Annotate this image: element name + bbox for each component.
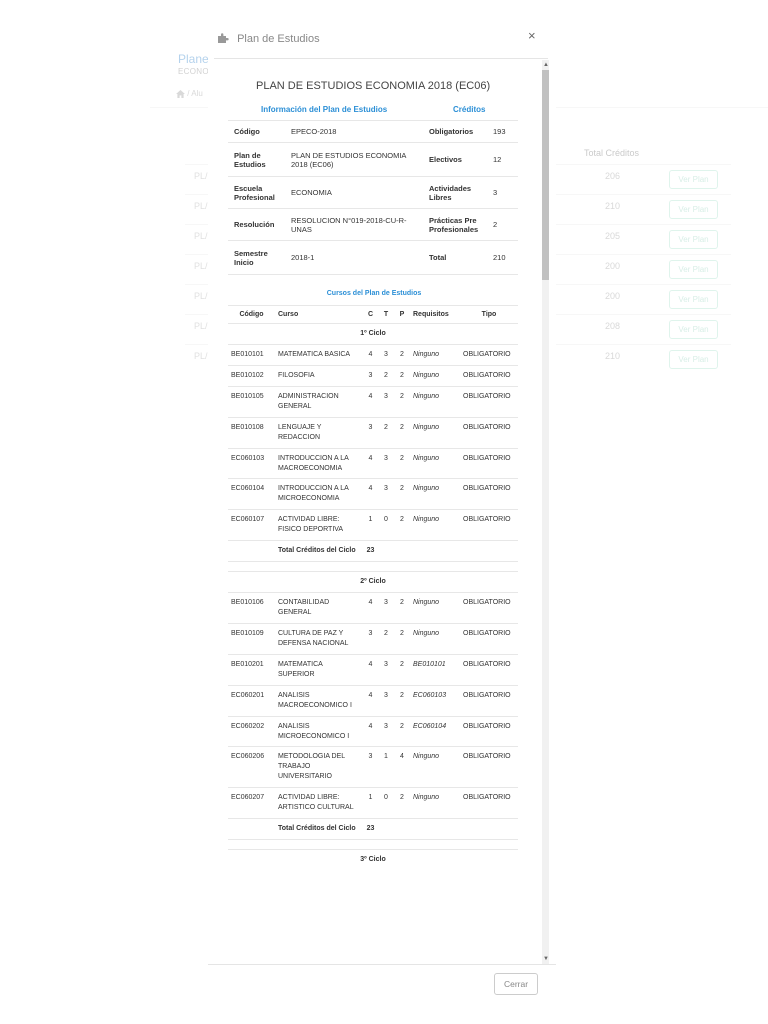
scroll-up-arrow-icon[interactable]: ▲ xyxy=(543,62,549,68)
course-requisitos: Ninguno xyxy=(410,510,460,541)
course-name: ADMINISTRACION GENERAL xyxy=(275,386,363,417)
course-t: 3 xyxy=(378,448,394,479)
info-value: 2018-1 xyxy=(285,241,423,275)
info-value: ECONOMIA xyxy=(285,177,423,209)
course-t: 0 xyxy=(378,510,394,541)
course-p: 2 xyxy=(394,448,410,479)
course-t: 3 xyxy=(378,593,394,624)
course-code: BE010106 xyxy=(228,593,275,624)
credit-value: 210 xyxy=(487,241,518,275)
info-row xyxy=(228,241,518,275)
credit-value: 2 xyxy=(487,209,518,241)
course-code: BE010108 xyxy=(228,417,275,448)
course-c: 3 xyxy=(363,365,378,386)
course-tipo: OBLIGATORIO xyxy=(460,685,518,716)
cycle-total-label: Total Créditos del Ciclo xyxy=(275,819,363,840)
cycle-label: 3º Ciclo xyxy=(228,850,518,870)
course-row xyxy=(228,623,518,654)
info-value: RESOLUCION N°019-2018-CU-R-UNAS xyxy=(285,209,423,241)
info-row xyxy=(228,209,518,241)
info-row xyxy=(228,143,518,177)
spacer-row xyxy=(228,562,518,572)
empty-cell xyxy=(378,541,518,562)
course-c: 4 xyxy=(363,654,378,685)
course-name: MATEMATICA SUPERIOR xyxy=(275,654,363,685)
modal-body-scroll[interactable] xyxy=(214,60,549,964)
course-t: 3 xyxy=(378,685,394,716)
info-key: Escuela Profesional xyxy=(228,177,285,209)
credits-heading: Créditos xyxy=(453,105,486,114)
cycle-total-value: 23 xyxy=(363,819,378,840)
courses-header-row xyxy=(228,306,518,324)
course-tipo: OBLIGATORIO xyxy=(460,747,518,788)
cycle-total-value: 23 xyxy=(363,541,378,562)
course-p: 2 xyxy=(394,479,410,510)
course-row xyxy=(228,593,518,624)
course-t: 0 xyxy=(378,788,394,819)
course-requisitos: Ninguno xyxy=(410,386,460,417)
course-requisitos: BE010101 xyxy=(410,654,460,685)
info-row xyxy=(228,121,518,143)
course-tipo: OBLIGATORIO xyxy=(460,510,518,541)
course-row xyxy=(228,448,518,479)
course-code: EC060202 xyxy=(228,716,275,747)
course-name: ANALISIS MACROECONOMICO I xyxy=(275,685,363,716)
cycle-row xyxy=(228,572,518,593)
modal-header-divider xyxy=(214,58,548,59)
course-tipo: OBLIGATORIO xyxy=(460,479,518,510)
course-code: BE010105 xyxy=(228,386,275,417)
info-key: Semestre Inicio xyxy=(228,241,285,275)
info-key: Código xyxy=(228,121,285,143)
modal-title-text: Plan de Estudios xyxy=(237,33,320,45)
empty-cell xyxy=(228,819,275,840)
course-p: 2 xyxy=(394,386,410,417)
course-requisitos: Ninguno xyxy=(410,788,460,819)
empty-cell xyxy=(228,562,518,572)
credit-key: Actividades Libres xyxy=(423,177,487,209)
course-t: 3 xyxy=(378,386,394,417)
course-t: 1 xyxy=(378,747,394,788)
course-p: 4 xyxy=(394,747,410,788)
info-row xyxy=(228,177,518,209)
modal-footer-divider xyxy=(208,964,556,965)
course-row xyxy=(228,716,518,747)
course-code: EC060103 xyxy=(228,448,275,479)
course-p: 2 xyxy=(394,685,410,716)
course-t: 2 xyxy=(378,417,394,448)
col-header-curso: Curso xyxy=(275,306,363,324)
plan-title: PLAN DE ESTUDIOS ECONOMIA 2018 (EC06) xyxy=(256,80,491,92)
cycle-label: 2º Ciclo xyxy=(228,572,518,593)
course-p: 2 xyxy=(394,344,410,365)
course-p: 2 xyxy=(394,417,410,448)
course-requisitos: Ninguno xyxy=(410,448,460,479)
cycle-total-label: Total Créditos del Ciclo xyxy=(275,541,363,562)
scrollbar-thumb[interactable] xyxy=(542,70,549,280)
courses-heading: Cursos del Plan de Estudios xyxy=(326,290,422,297)
empty-cell xyxy=(378,819,518,840)
course-p: 2 xyxy=(394,788,410,819)
course-tipo: OBLIGATORIO xyxy=(460,623,518,654)
course-c: 1 xyxy=(363,788,378,819)
plan-info-table xyxy=(228,120,518,275)
course-name: ANALISIS MICROECONOMICO I xyxy=(275,716,363,747)
course-name: INTRODUCCION A LA MICROECONOMIA xyxy=(275,479,363,510)
course-row xyxy=(228,788,518,819)
course-code: EC060201 xyxy=(228,685,275,716)
course-name: CONTABILIDAD GENERAL xyxy=(275,593,363,624)
course-t: 2 xyxy=(378,623,394,654)
course-code: EC060207 xyxy=(228,788,275,819)
cycle-label: 1º Ciclo xyxy=(228,324,518,345)
course-name: LENGUAJE Y REDACCION xyxy=(275,417,363,448)
course-t: 3 xyxy=(378,654,394,685)
course-requisitos: Ninguno xyxy=(410,747,460,788)
course-name: ACTIVIDAD LIBRE: FISICO DEPORTIVA xyxy=(275,510,363,541)
course-tipo: OBLIGATORIO xyxy=(460,448,518,479)
course-requisitos: Ninguno xyxy=(410,593,460,624)
course-requisitos: EC060104 xyxy=(410,716,460,747)
course-p: 2 xyxy=(394,365,410,386)
course-row xyxy=(228,386,518,417)
course-name: METODOLOGIA DEL TRABAJO UNIVERSITARIO xyxy=(275,747,363,788)
course-row xyxy=(228,685,518,716)
course-c: 4 xyxy=(363,386,378,417)
course-p: 2 xyxy=(394,654,410,685)
col-header-codigo: Código xyxy=(228,306,275,324)
plan-estudios-modal xyxy=(208,22,556,1002)
course-p: 2 xyxy=(394,593,410,624)
course-tipo: OBLIGATORIO xyxy=(460,716,518,747)
course-tipo: OBLIGATORIO xyxy=(460,417,518,448)
course-requisitos: EC060103 xyxy=(410,685,460,716)
course-c: 1 xyxy=(363,510,378,541)
course-name: INTRODUCCION A LA MACROECONOMIA xyxy=(275,448,363,479)
col-header-c: C xyxy=(363,306,378,324)
col-header-p: P xyxy=(394,306,410,324)
course-code: BE010102 xyxy=(228,365,275,386)
col-header-tipo: Tipo xyxy=(460,306,518,324)
course-c: 3 xyxy=(363,623,378,654)
course-requisitos: Ninguno xyxy=(410,344,460,365)
modal-title xyxy=(218,33,320,45)
scroll-down-arrow-icon[interactable]: ▼ xyxy=(543,956,549,962)
spacer-row xyxy=(228,840,518,850)
credit-value: 193 xyxy=(487,121,518,143)
course-requisitos: Ninguno xyxy=(410,623,460,654)
cycle-row xyxy=(228,850,518,870)
col-header-requisitos: Requisitos xyxy=(410,306,460,324)
course-code: EC060104 xyxy=(228,479,275,510)
info-value: PLAN DE ESTUDIOS ECONOMIA 2018 (EC06) xyxy=(285,143,423,177)
course-tipo: OBLIGATORIO xyxy=(460,654,518,685)
course-t: 3 xyxy=(378,344,394,365)
course-c: 4 xyxy=(363,448,378,479)
course-tipo: OBLIGATORIO xyxy=(460,344,518,365)
course-requisitos: Ninguno xyxy=(410,479,460,510)
course-row xyxy=(228,479,518,510)
course-c: 4 xyxy=(363,479,378,510)
course-c: 3 xyxy=(363,417,378,448)
close-icon[interactable]: × xyxy=(528,28,536,43)
course-row xyxy=(228,654,518,685)
course-code: BE010101 xyxy=(228,344,275,365)
credit-key: Electivos xyxy=(423,143,487,177)
credit-value: 3 xyxy=(487,177,518,209)
courses-table xyxy=(228,305,518,870)
course-tipo: OBLIGATORIO xyxy=(460,788,518,819)
course-t: 2 xyxy=(378,365,394,386)
course-t: 3 xyxy=(378,479,394,510)
col-header-t: T xyxy=(378,306,394,324)
course-c: 4 xyxy=(363,685,378,716)
course-p: 2 xyxy=(394,623,410,654)
course-code: BE010109 xyxy=(228,623,275,654)
course-tipo: OBLIGATORIO xyxy=(460,593,518,624)
empty-cell xyxy=(228,541,275,562)
course-row xyxy=(228,417,518,448)
cycle-row xyxy=(228,324,518,345)
info-key: Plan de Estudios xyxy=(228,143,285,177)
course-requisitos: Ninguno xyxy=(410,417,460,448)
empty-cell xyxy=(228,840,518,850)
course-p: 2 xyxy=(394,716,410,747)
info-value: EPECO-2018 xyxy=(285,121,423,143)
course-name: ACTIVIDAD LIBRE: ARTISTICO CULTURAL xyxy=(275,788,363,819)
course-row xyxy=(228,344,518,365)
course-name: CULTURA DE PAZ Y DEFENSA NACIONAL xyxy=(275,623,363,654)
course-c: 4 xyxy=(363,344,378,365)
course-code: EC060107 xyxy=(228,510,275,541)
course-tipo: OBLIGATORIO xyxy=(460,386,518,417)
course-c: 4 xyxy=(363,716,378,747)
credit-value: 12 xyxy=(487,143,518,177)
course-code: EC060206 xyxy=(228,747,275,788)
course-c: 4 xyxy=(363,593,378,624)
info-heading: Información del Plan de Estudios xyxy=(261,105,388,114)
puzzle-icon xyxy=(218,33,230,43)
course-p: 2 xyxy=(394,510,410,541)
info-key: Resolución xyxy=(228,209,285,241)
course-row xyxy=(228,747,518,788)
cycle-total-row xyxy=(228,819,518,840)
course-tipo: OBLIGATORIO xyxy=(460,365,518,386)
course-code: BE010201 xyxy=(228,654,275,685)
modal-scrollbar[interactable] xyxy=(542,60,549,964)
credit-key: Prácticas Pre Profesionales xyxy=(423,209,487,241)
cerrar-button[interactable]: Cerrar xyxy=(494,973,538,995)
course-name: FILOSOFIA xyxy=(275,365,363,386)
credit-key: Obligatorios xyxy=(423,121,487,143)
course-c: 3 xyxy=(363,747,378,788)
course-name: MATEMATICA BASICA xyxy=(275,344,363,365)
course-row xyxy=(228,510,518,541)
course-requisitos: Ninguno xyxy=(410,365,460,386)
course-t: 3 xyxy=(378,716,394,747)
credit-key: Total xyxy=(423,241,487,275)
cycle-total-row xyxy=(228,541,518,562)
course-row xyxy=(228,365,518,386)
